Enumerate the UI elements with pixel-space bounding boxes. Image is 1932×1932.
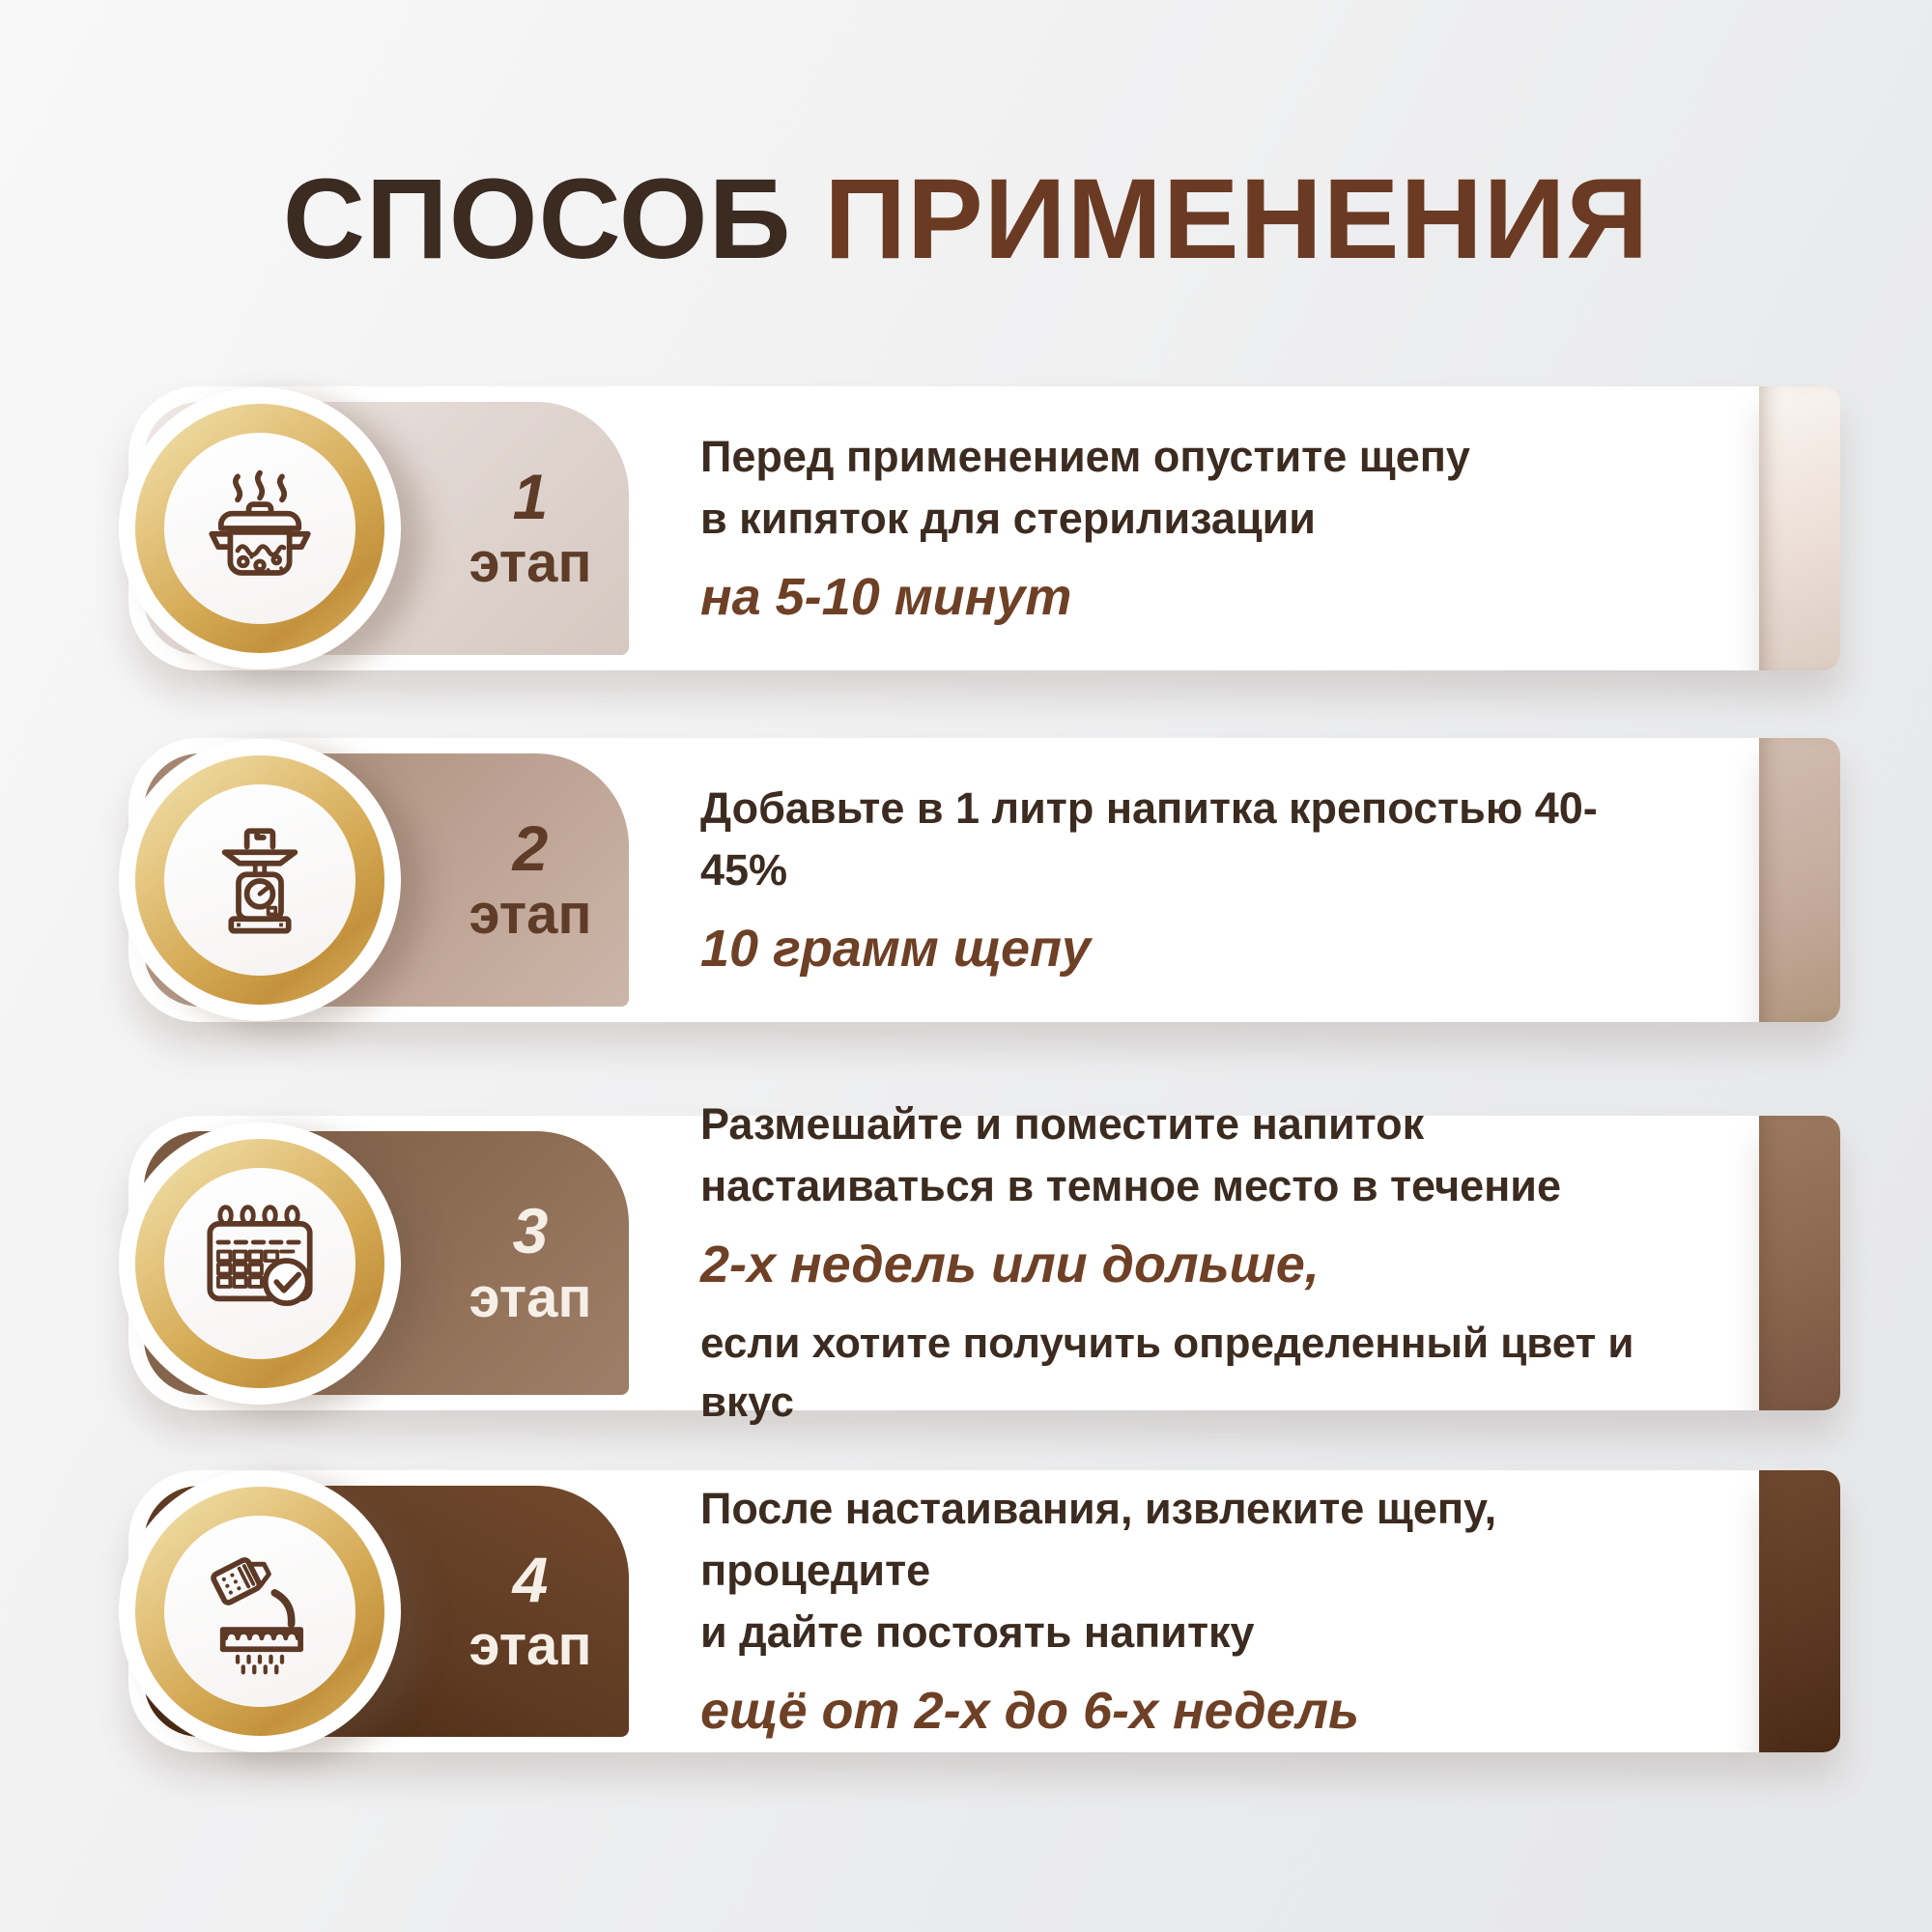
icon-disc (164, 1516, 355, 1707)
step-card-1-accent-strip (1759, 386, 1840, 670)
step-3-icon-circle (119, 1122, 401, 1405)
step-3-number (429, 1131, 632, 1395)
step-highlight-text: 10 грамм щепу (700, 919, 1091, 978)
step-text-line: настаиваться в темное место в течение (700, 1160, 1561, 1210)
step-4-text (700, 1470, 1676, 1752)
step-card-2-accent-strip (1759, 738, 1840, 1022)
calendar-check-icon (195, 1199, 325, 1328)
step-2-text (700, 738, 1676, 1022)
boiling-pot-icon (195, 464, 325, 593)
step-highlight-text: 2-х недель или дольше, (700, 1235, 1320, 1293)
step-highlight-text: на 5-10 минут (700, 567, 1072, 626)
step-text-line: Добавьте в 1 литр напитка крепостью 40-45% (700, 783, 1598, 895)
step-2-icon-circle (119, 739, 401, 1021)
step-card-3 (128, 1098, 1840, 1427)
step-1-number (429, 402, 632, 655)
gold-ring (135, 1139, 384, 1388)
kitchen-scale-icon (195, 815, 325, 945)
step-label-text: этап (469, 883, 592, 947)
step-number-text: 4 (512, 1543, 549, 1615)
page-title (0, 156, 1932, 283)
icon-disc (164, 1168, 355, 1359)
icon-disc (164, 433, 355, 624)
step-card-4-accent-strip (1759, 1470, 1840, 1752)
gold-ring (135, 404, 384, 653)
step-text-line: После настаивания, извлеките щепу, процедите (700, 1484, 1497, 1595)
step-number-text: 3 (512, 1195, 549, 1267)
step-label-text: этап (469, 1265, 592, 1329)
step-4-number (429, 1486, 632, 1737)
step-number-text: 2 (512, 811, 549, 884)
step-1-text (700, 386, 1676, 670)
strainer-pour-icon (195, 1547, 325, 1676)
step-text-line: Размешайте и поместите напиток (700, 1098, 1425, 1149)
step-text-line: и дайте постоять напитку (700, 1606, 1255, 1657)
step-2-number (429, 753, 632, 1007)
step-card-3-accent-strip (1759, 1116, 1840, 1410)
page-title-part1: СПОСОБ (282, 156, 792, 283)
step-text-line: Перед применением опустите щепу (700, 432, 1470, 482)
gold-ring (135, 1487, 384, 1736)
step-3-text (700, 1098, 1676, 1427)
step-card-1 (128, 386, 1840, 670)
step-label-text: этап (469, 1614, 592, 1678)
step-1-icon-circle (119, 387, 401, 669)
step-card-2 (128, 738, 1840, 1022)
step-text-line: если хотите получить определенный цвет и вкус (700, 1319, 1634, 1427)
step-4-icon-circle (119, 1470, 401, 1752)
step-highlight-text: ещё от 2-х до 6-х недель (700, 1681, 1360, 1740)
gold-ring (135, 755, 384, 1005)
step-text-line: в кипяток для стерилизации (700, 493, 1316, 543)
step-number-text: 1 (512, 460, 549, 532)
step-card-4 (128, 1470, 1840, 1752)
icon-disc (164, 784, 355, 976)
step-label-text: этап (469, 531, 592, 595)
page-title-part2: ПРИМЕНЕНИЯ (824, 156, 1650, 283)
